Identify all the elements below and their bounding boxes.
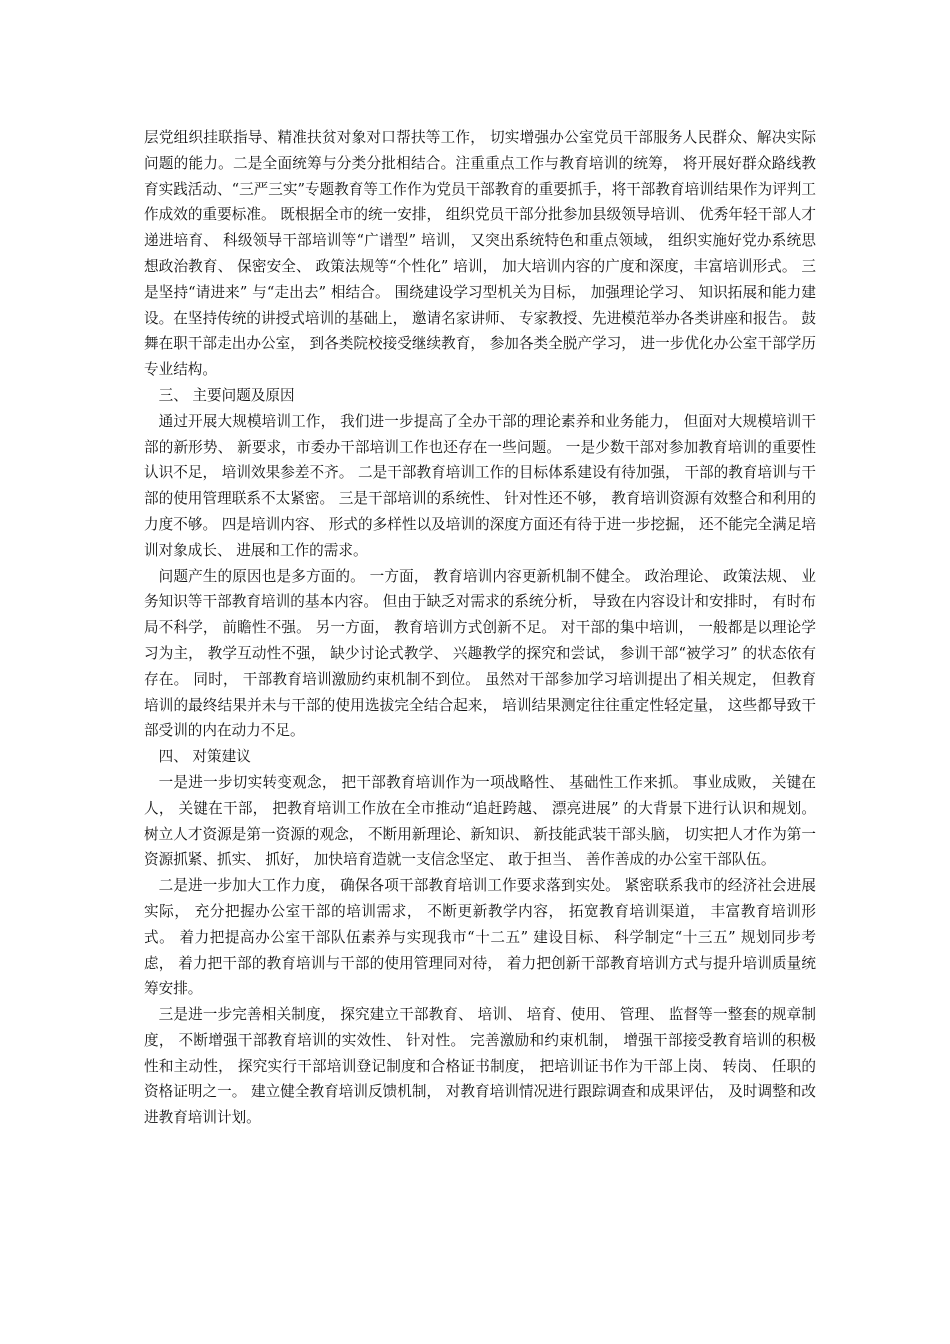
paragraph-3: 问题产生的原因也是多方面的。 一方面， 教育培训内容更新机制不健全。 政治理论、 政策法规、 业务知识等干部教育培训的基本内容。 但由于缺乏对需求的系统分析， 导致在内容设计和安排时， 有时布局不科学， 前瞻性不强。 另一方面， 教育培训方式创新不足。 对干部的集中培训， 一般都是以理论学习为主， 教学互动性不强， 缺少讨论式教学、 兴趣教学的探究和尝试， 参训干部“被学习” 的状态依有存在。 同时， 干部教育培训激励约束机制不到位。 虽然对干部参加学习培训提出了相关规定， 但教育培训的最终结果并未与干部的使用选拔完全结合起来， 培训结果测定往往重定性轻定量， 这些都导致干部受训的内在动力不足。 xyxy=(144,567,816,740)
paragraph-6: 三是进一步完善相关制度， 探究建立干部教育、 培训、 培育、使用、 管理、 监督等一整套的规章制度， 不断增强干部教育培训的实效性、 针对性。 完善激励和约束机制， 增强干部接受教育培训的积极性和主动性， 探究实行干部培训登记制度和合格证书制度， 把培训证书作为干部上岗、 转岗、 任职的资格证明之一。 建立健全教育培训反馈机制， 对教育培训情况进行跟踪调查和成果评估， 及时调整和改进教育培训计划。 xyxy=(144,1006,816,1127)
document-page xyxy=(144,125,816,1131)
paragraph-5: 二是进一步加大工作力度， 确保各项干部教育培训工作要求落到实处。 紧密联系我市的经济社会进展实际， 充分把握办公室干部的培训需求， 不断更新教学内容， 拓宽教育培训渠道， 丰富教育培训形式。 着力把提高办公室干部队伍素养与实现我市“十二五” 建设目标、 科学制定“十三五” 规划同步考虑， 着力把干部的教育培训与干部的使用管理同对待， 着力把创新干部教育培训方式与提升培训质量统筹安排。 xyxy=(144,877,816,998)
section-heading-3: 三、 主要问题及原因 xyxy=(158,386,295,404)
section-heading-4: 四、 对策建议 xyxy=(158,748,251,766)
paragraph-4: 一是进一步切实转变观念， 把干部教育培训作为一项战略性、 基础性工作来抓。 事业成败， 关键在人， 关键在干部， 把教育培训工作放在全市推动“追赶跨越、 漂亮进展” 的大背景下进行认识和规划。 树立人才资源是第一资源的观念， 不断用新理论、新知识、 新技能武装干部头脑， 切实把人才作为第一资源抓紧、抓实、 抓好， 加快培育造就一支信念坚定、 敢于担当、 善作善成的办公室干部队伍。 xyxy=(144,773,816,869)
paragraph-1: 层党组织挂联指导、精准扶贫对象对口帮扶等工作， 切实增强办公室党员干部服务人民群众、解决实际问题的能力。二是全面统筹与分类分批相结合。注重重点工作与教育培训的统筹， 将开展好群众路线教育实践活动、“三严三实”专题教育等工作作为党员干部教育的重要抓手，将干部教育培训结果作为评判工作成效的重要标准。 既根据全市的统一安排， 组织党员干部分批参加县级领导培训、 优秀年轻干部人才递进培育、 科级领导干部培训等“广谱型” 培训， 又突出系统特色和重点领域， 组织实施好党办系统思想政治教育、 保密安全、 政策法规等“个性化” 培训， 加大培训内容的广度和深度，丰富培训形式。 三是坚持“请进来” 与“走出去” 相结合。 围绕建设学习型机关为目标， 加强理论学习、 知识拓展和能力建设。在坚持传统的讲授式培训的基础上， 邀请名家讲师、 专家教授、先进模范举办各类讲座和报告。 鼓舞在职干部走出办公室， 到各类院校接受继续教育， 参加各类全脱产学习， 进一步优化办公室干部学历专业结构。 xyxy=(144,129,816,379)
paragraph-2: 通过开展大规模培训工作， 我们进一步提高了全办干部的理论素养和业务能力， 但面对大规模培训干部的新形势、 新要求，市委办干部培训工作也还存在一些问题。 一是少数干部对参加教育培训的重要性认识不足， 培训效果参差不齐。 二是干部教育培训工作的目标体系建设有待加强， 干部的教育培训与干部的使用管理联系不太紧密。 三是干部培训的系统性、 针对性还不够， 教育培训资源有效整合和利用的力度不够。 四是培训内容、 形式的多样性以及培训的深度方面还有待于进一步挖掘， 还不能完全满足培训对象成长、 进展和工作的需求。 xyxy=(144,412,816,559)
